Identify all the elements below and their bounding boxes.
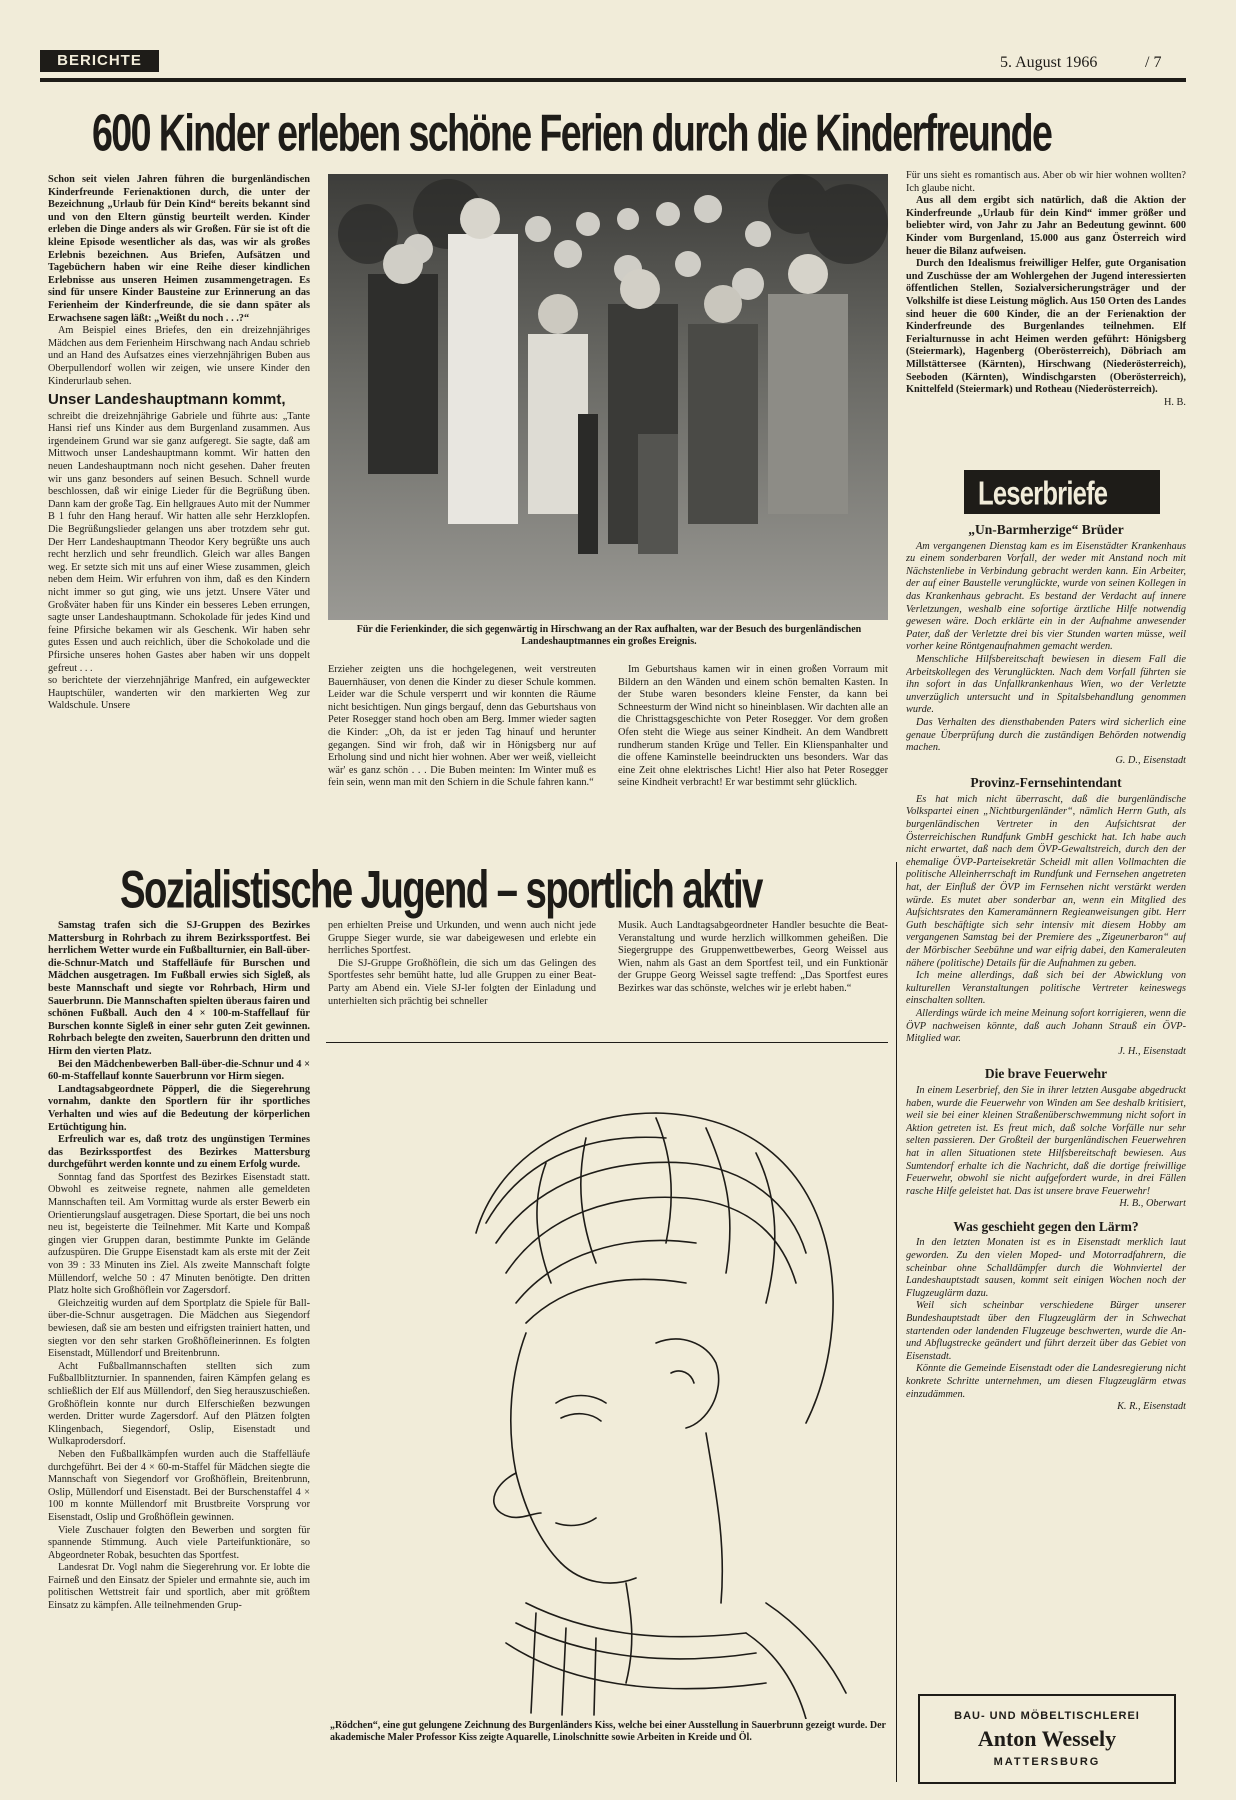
- letter-body: Ich meine allerdings, daß sich bei der Abwicklung von kulturellen Veranstaltungen politische Vertreter keineswegs einschalten sollten.: [906, 970, 1186, 1007]
- article2-paragraph: Samstag trafen sich die SJ-Gruppen des Bezirkes Mattersburg in Rohrbach zu ihrem Bezirkssportfest. Bei herrlichem Wetter wurde ein Fußballturnier, ein Ball-über-die-Schnur-Match und Staffelläufe für Burschen und Mädchen ausgetragen. Im Fußball erwies sich Sigleß, als beste Mannschaft und siegte vor Rohrbach, Hirm und Sauerbrunn. Die Mannschaften spielten überaus fairen und schönen Fußball. Auch den 4 × 100-m-Staffellauf für Burschen konnte Sigleß in einer sehr guten Zeit gewinnen. Rohrbach belegte den zweiten, Sauerbrunn den dritten und Hirm den vierten Platz.: [48, 920, 310, 1057]
- article2-paragraph: Sonntag fand das Sportfest des Bezirkes Eisenstadt statt. Obwohl es zeitweise regnete, nahmen alle gemeldeten Mannschaften teil. Am Vormittag wurde als erster Bewerb ein Orientierungslauf ausgetragen. Diese Sportart, die bei uns noch neu ist, begeisterte die Teilnehmer. Mit Karte und Kompaß gingen vier Gruppen daran, bestimmte Punkte im Gelände aufzuspüren. Die Gruppe Eisenstadt kam als erste mit der Zeit von 39 : 33 Minuten ins Ziel. Als zweite Mannschaft folgte Müllendorf, welche 50 : 47 Minuten benötigte. Den dritten Platz holte sich Großhöflein vor Zagersdorf.: [48, 1171, 310, 1297]
- article1-paragraph: Aus all dem ergibt sich natürlich, daß die Aktion der Kinderfreunde „Urlaub für dein Kind“ immer größer und beliebter wird, von Jahr zu Jahr an Bedeutung gewinnt. 600 Kinder vom Burgenland, 15.000 aus ganz Österreich wird heuer die Bilanz aufweisen.: [906, 195, 1186, 257]
- article1-paragraph: so berichtete der vierzehnjährige Manfred, ein aufgeweckter Hauptschüler, wanderten wir den markierten Weg zur Waldschule. Unsere: [48, 675, 310, 712]
- letter-body: Es hat mich nicht überrascht, daß die burgenländische Volkspartei einen „Nichtburgenländer“, nämlich Herrn Guth, als burgenländischen Vertreter in den Aufsichtsrat der Österreichischen Rundfunk GmbH geschickt hat. Ich habe auch nicht erwartet, daß nach dem ÖVP-Gewaltstreich, durch den der ehemalige ÖVP-Parteisekretär Scheidl mit allen Vollmachten die politische Alleinherrschaft im Rundfunk und Fernsehen angetreten hat, der Einfluß der ÖVP im Fernsehen nicht verstärkt werden würde. Es mutet aber sonderbar an, wenn ein Mitglied des Aufsichtsrates den Kameramännern Regieanweisungen gibt. Herr Guth beschäftigte sich sehr intensiv mit diesem Hobby am vergangenen Samstag bei der Premiere des „Zigeunerbaron“ auf der Mörbischer Seebühne und war eifrig dabei, den Kameraleuten nähere (politische) Details für die Aufnahmen zu geben.: [906, 793, 1186, 969]
- article1-paragraph: Im Geburtshaus kamen wir in einen großen Vorraum mit Bildern an den Wänden und einem schön bemalten Kasten. In der Stube waren besonders kleine Fenster, da kann bei Schneesturm der Wind nicht so hineinblasen. Wir dachten alle an die Christtagsgeschichte von Peter Rosegger. Vor dem großen Ofen steht die Wiege aus seiner Kindheit. An dem Wandbrett rundherum standen Krüge und Teller. Ein Klienspanhalter und die offene Kaminstelle beeindruckten uns besonders. War das eine Zeit ohne elektrisches Licht! Hier also hat Peter Rosegger seine Kindheit verbracht! Er war bestimmt sehr glücklich.: [618, 664, 888, 789]
- children-photo: [328, 174, 888, 620]
- letter-signature: G. D., Eisenstadt: [1115, 754, 1186, 766]
- article1-lead: Schon seit vielen Jahren führen die burgenländischen Kinderfreunde Ferienaktionen durch, die unter der Bezeichnung „Urlaub für Dein Kind“ bereits bekannt sind und von den Eltern günstig beurteilt werden. Kinder erleben die Dinge anders als wir Großen. Für sie ist oft die kleine Episode wesentlicher als das, was wir als großes Erlebnis bezeichnen. Aus Briefen, Aufsätzen und Tagebüchern haben wir eine Reihe dieser kindlichen Erlebnisse aus unseren Heimen zusammengetragen. Es sind für unsere Kinder Bausteine zur Erinnerung an das Ferienheim der Kinderfreunde, die sie dann später als Erwachsene sagen läßt: „Weißt du noch . . .?“: [48, 174, 310, 324]
- letter-body: In einem Leserbrief, den Sie in ihrer letzten Ausgabe abgedruckt haben, wurde die Feuerwehr von Winden am See deshalb kritisiert, weil sie bei einer kleinen Straßenüberschwemmung nicht sofort in Aktion getreten ist. Es freut mich, daß solche Vorfälle nur sehr selten passieren. Der Großteil der burgenländischen Feuerwehren hat in allen Situationen stete Hilfsbereitschaft bewiesen. Aus Sumtendorf erhalte ich die Nachricht, daß die dortige freiwillige Feuerwehr, obwohl sie nicht aufgefordert wurde, in drei Fällen rasche Hilfe geleistet hat. Das ist unsere brave Feuerwehr!: [906, 1084, 1186, 1197]
- letter-title: „Un-Barmherzige“ Brüder: [968, 524, 1124, 537]
- photo-caption: Für die Ferienkinder, die sich gegenwärtig in Hirschwang an der Rax aufhalten, war der Besuch des burgenländischen Landeshauptmannes ein großes Ereignis.: [356, 624, 862, 647]
- ad-box: [918, 1694, 1176, 1784]
- ad-line-3: MATTERSBURG: [993, 1756, 1101, 1768]
- letter-body: Menschliche Hilfsbereitschaft bewiesen in diesem Fall die Arbeitskollegen des Verunglückten. Nach dem Vorfall führten sie ihn sofort in das Unfallkrankenhaus Wien, wo der Verletzte unverzüglich untersucht und in Spitalsbehandlung genommen wurde.: [906, 653, 1186, 716]
- letter-signature: H. B., Oberwart: [1119, 1198, 1186, 1210]
- article1-paragraph: Erzieher zeigten uns die hochgelegenen, weit verstreuten Bauernhäuser, von denen die Kinder zu dieser Schule kommen. Leider war die Schule versperrt und wir konnten die Räume nicht besichtigen. Nun gings bergauf, denn das Geburtshaus von Peter Rosegger stand hoch oben am Berg. Immer wieder sagten die Kinder: „Oh, da ist er jeden Tag hinauf und herunter gegangen. Sind wir froh, daß wir in Hönigsberg nur auf Erholung sind und nicht hier wohnen. Aber wer weiß, vielleicht wär' es ganz schön . . . Die Buben meinten: Im Winter muß es fein sein, wenn man mit den Schiern in die Schule fahren kann.“: [328, 664, 596, 789]
- letter-body: Das Verhalten des diensthabenden Paters wird sicherlich eine genaue Überprüfung durch die zuständigen Behörden notwendig machen.: [906, 716, 1186, 754]
- article2-column-3: [618, 920, 888, 1026]
- letter-signature: K. R., Eisenstadt: [1117, 1401, 1186, 1413]
- letters-column: [906, 524, 1186, 1778]
- section-label: BERICHTE: [40, 50, 159, 72]
- article1-signature: H. B.: [1163, 396, 1186, 408]
- article2-column-1: [48, 920, 310, 1780]
- article2-paragraph: Erfreulich war es, daß trotz des ungünstigen Termines das Bezirkssportfest des Bezirkes Mattersburg durchgeführt werden konnte und zu einem Erfolg wurde.: [48, 1134, 310, 1171]
- article2-paragraph: Acht Fußballmannschaften stellten sich zum Fußballblitzturnier. In spannenden, fairen Kämpfen gelang es schließlich der Elf aus Müllendorf, den Sieg herauszuschießen. Großhöflein konnte nur durch Elferschießen bezwungen werden. Dritter wurde Zagersdorf. Auf den Plätzen folgten Klingenbach, Siegendorf, Oslip, Eisenstadt und Wulkaprodersdorf.: [48, 1360, 310, 1448]
- ad-line-2: Anton Wessely: [977, 1726, 1117, 1751]
- article1-paragraph: Für uns sieht es romantisch aus. Aber ob wir hier wohnen wollten? Ich glaube nicht.: [906, 170, 1186, 194]
- column-rule: [896, 862, 897, 1782]
- letter-body: Weil sich scheinbar verschiedene Bürger unserer Bundeshauptstadt über den Flugzeuglärm der in Schwechat startenden oder landenden Flugzeuge beschwerten, wurde die An- und Abflugstrecke geändert und führt derzeit über das Gebiet von Eisenstadt.: [906, 1300, 1186, 1362]
- boy-drawing: [326, 1042, 888, 1719]
- article2-paragraph: Neben den Fußballkämpfen wurden auch die Staffelläufe durchgeführt. Bei der 4 × 60-m-Staffel für Mädchen siegte die Mannschaft von Siegendorf vor Großhöflein, Breitenbrunn, Oslip, Müllendorf und Eisenstadt. Bei der Burschenstaffel 4 × 100 m konnte Müllendorf mit Brustbreite Vorsprung vor Eisenstadt, Oslip und Großhöflein gewinnen.: [48, 1448, 310, 1523]
- article2-paragraph: Die SJ-Gruppe Großhöflein, die sich um das Gelingen des Sportfestes sehr bemüht hatte, lud alle Gruppen zu einer Beat-Party am Abend ein. Viele SJ-ler folgten der Einladung und unterhielten sich prächtig bei schneller: [328, 957, 596, 1007]
- header-rule: [40, 78, 1186, 82]
- issue-date: 5. August 1966: [1000, 54, 1098, 71]
- letter-body: In den letzten Monaten ist es in Eisenstadt merklich laut geworden. Zu den vielen Moped- und Motorradfahrern, die scheinbar ohne Schalldämpfer durch die Wohnviertel der Landeshauptstadt sausen, kommt seit einigen Wochen noch der Flugzeuglärm dazu.: [906, 1237, 1186, 1299]
- leserbriefe-banner: [964, 470, 1160, 514]
- article1-column-1: [48, 174, 310, 860]
- article2-paragraph: Bei den Mädchenbewerben Ball-über-die-Schnur und 4 × 60-m-Staffellauf konnte Sauerbrunn vor Hirm siegen.: [48, 1058, 310, 1083]
- ad-line-1: BAU- UND MÖBELTISCHLEREI: [954, 1710, 1140, 1722]
- page-number: / 7: [1145, 54, 1162, 71]
- article1-column-4: [906, 170, 1186, 454]
- letter-signature: J. H., Eisenstadt: [1118, 1045, 1186, 1057]
- article1-paragraph: Am Beispiel eines Briefes, den ein dreizehnjähriges Mädchen aus dem Ferienheim Hirschwang nach Andau schrieb und an Hand des Aufsatzes eines vierzehnjährigen Buben aus Oberpullendorf wollen wir zeigen, wie unsere Kinder den Kinderurlaub sehen.: [48, 325, 310, 387]
- boy-drawing-image: [326, 1043, 888, 1719]
- article1-paragraph: Durch den Idealismus freiwilliger Helfer, gute Organisation und Zuschüsse der am Wohlergehen der Jugend interessierten öffentlichen Stellen, Sozialversicherungsträger und der Volkshilfe ist diese Leistung möglich. Aus 150 Orten des Landes sind heuer die 600 Kinder, die an der Ferienaktion der Kinderfreunde des Burgenlandes teilnehmen. Elf Ferialturnusse in acht Heimen werden geführt: Hönigsberg (Steiermark), Hagenberg (Oberösterreich), Döbriach am Millstättersee (Kärnten), Hirschwang (Niederösterreich), Seeboden (Kärnten), Windischgarsten (Oberösterreich), Knittelfeld (Steiermark) und Rotheau (Niederösterreich).: [906, 258, 1186, 396]
- article1-subhead: Unser Landeshauptmann kommt,: [48, 391, 286, 409]
- letter-title: Die brave Feuerwehr: [984, 1066, 1108, 1082]
- children-photo-image: [328, 174, 888, 620]
- letter-body: Am vergangenen Dienstag kam es im Eisenstädter Krankenhaus zu einem sonderbaren Vorfall, der weder mit Anstand noch mit Nächstenliebe in Verbindung gebracht werden kann. Ein Arbeiter, der auf einer Baustelle verunglückte, wurde von seinen Kollegen in das Krankenhaus gebracht. Es bestand der Verdacht auf innere Verletzungen, weshalb eine sofortige ärztliche Hilfe notwendig gewesen wäre. Doch erklärte ein in der Aufnahme anwesender Pater, daß der Verletzte drei bis vier Stunden warten müsse, weil vorher keine Röntgenaufnahmen gemacht werden.: [906, 540, 1186, 653]
- letter-title: Was geschieht gegen den Lärm?: [953, 1218, 1139, 1234]
- leserbriefe-title: Leserbriefe: [978, 474, 1108, 512]
- article2-paragraph: Gleichzeitig wurden auf dem Sportplatz die Spiele für Ball-über-die-Schnur ausgetragen. Die Mädchen aus Siegendorf bewiesen, daß sie am besten und eifrigsten trainiert hatten, und siegten vor den sehr starken Großhöfleinerinnen. Es folgten Eisenstadt, Müllendorf und Breitenbrunn.: [48, 1297, 310, 1360]
- article2-paragraph: pen erhielten Preise und Urkunden, und wenn auch nicht jede Gruppe Sieger wurde, sie war dabeigewesen und erlebte ein herrliches Sportfest.: [328, 920, 596, 957]
- article2-column-2: [328, 920, 596, 1026]
- article1-headline: 600 Kinder erleben schöne Ferien durch die Kinderfreunde: [92, 103, 1052, 162]
- article1-column-3: [618, 664, 888, 860]
- letter-body: Allerdings würde ich meine Meinung sofort korrigieren, wenn die ÖVP nachweisen könnte, daß auch Johann Strauß ein ÖVP-Mitglied war.: [906, 1007, 1186, 1045]
- article2-paragraph: Landtagsabgeordnete Pöpperl, die die Siegerehrung vornahm, dankte den Sportlern für ihr sportliches Verhalten und wies auf die Bedeutung der körperlichen Ertüchtigung hin.: [48, 1083, 310, 1133]
- article1-paragraph: schreibt die dreizehnjährige Gabriele und führte aus: „Tante Hansi rief uns Kinder aus dem Burgenland zusammen. Aus irgendeinem Grund war sie ganz aufgeregt. Sie sagte, daß am Mittwoch unser Landeshauptmann kommt. Wir hatten den neuen Landeshauptmann noch nicht gesehen. Daher freuten wir uns ganz besonders auf seinen Besuch. Schnell wurde beschlossen, daß wir einige Lieder für die Begrüßung üben. Dann kam der große Tag. Ein hellgraues Auto mit der Nummer B 1 fuhr den Hang herauf. Wir hatten alle sehr Herzklopfen. Die Begrüßungslieder gelangen uns aber trotzdem sehr gut. Der Herr Landeshauptmann Theodor Kery begrüßte uns auch recht herzlich und sehr freundlich. Gleich war alles Bangen weg. Er setzte sich mit uns auf einer Wiese zusammen, gleich neben dem Heim. Wir erfuhren von ihm, daß es den Kindern nicht immer so gut ging, wie uns jetzt. Unsere Väter und Großväter haben für uns Kinder ein besseres Leben errungen, sagte unser Landeshauptmann. Schokolade für jedes Kind und feine Pfirsiche bekamen wir als Geschenk. Wir haben sehr gutes Essen und auch reichlich, über die Schokolade und die Pfirsiche unseres hohen Gastes aber haben wir uns doppelt gefreut . . .: [48, 410, 310, 674]
- letter-title: Provinz-Fernsehintendant: [970, 775, 1122, 791]
- letter-body: Könnte die Gemeinde Eisenstadt oder die Landesregierung nicht konkrete Schritte unternehmen, um diesen Flugzeuglärm etwas einzudämmen.: [906, 1363, 1186, 1400]
- article2-paragraph: Viele Zuschauer folgten den Bewerben und sorgten für spannende Stimmung. Auch viele Parteifunktionäre, so Abgeordneter Robak, besuchten das Sportfest.: [48, 1524, 310, 1561]
- article2-headline: Sozialistische Jugend – sportlich aktiv: [120, 861, 762, 920]
- drawing-caption: „Rödchen“, eine gut gelungene Zeichnung des Burgenländers Kiss, welche bei einer Ausstellung in Sauerbrunn gezeigt wurde. Der akademische Maler Professor Kiss zeigte Aquarelle, Linolschnitte sowie Arbeiten in Kreide und Öl.: [330, 1720, 886, 1743]
- article2-paragraph: Musik. Auch Landtagsabgeordneter Handler besuchte die Beat-Veranstaltung und wurde herzlich willkommen geheißen. Die Siegergruppe des Gruppenwettbewerbes, Georg Weissel aus Wien, nahm als Gast an dem Sportfest teil, und ein Funktionär der Gruppe Georg Weissel sagte treffend: „Das Sportfest eures Bezirkes war das schönste, welches wir je erlebt haben.“: [618, 920, 888, 994]
- article2-paragraph: Landesrat Dr. Vogl nahm die Siegerehrung vor. Er lobte die Fairneß und den Einsatz der Spieler und ermahnte sie, auch im politischen Wettstreit fair und sportlich, aber mit größtem Einsatz zu kämpfen. Alle teilnehmenden Grup-: [48, 1562, 310, 1612]
- article1-column-2: [328, 664, 596, 860]
